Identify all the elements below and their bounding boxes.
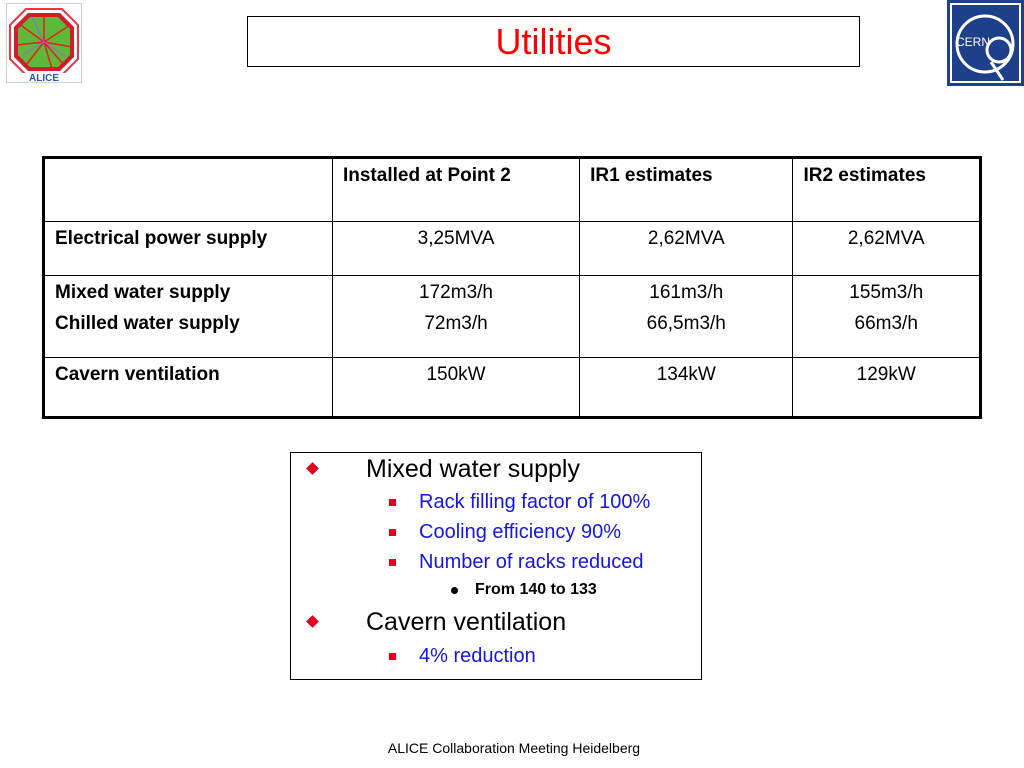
table-row bbox=[44, 358, 981, 418]
cell-installed: 3,25MVA bbox=[332, 222, 579, 276]
cell-ir1: 2,62MVA bbox=[580, 222, 793, 276]
square-bullet-icon bbox=[389, 499, 396, 506]
sub-sub-bullet-text: From 140 to 133 bbox=[475, 581, 597, 598]
square-bullet-icon bbox=[389, 529, 396, 536]
row-label-chilled-water: Chilled water supply bbox=[55, 313, 240, 334]
dot-bullet-icon bbox=[451, 587, 458, 594]
cell-mixed-ir2: 155m3/h bbox=[849, 282, 924, 303]
utilities-table bbox=[42, 156, 982, 419]
cell-ir1: 134kW bbox=[580, 358, 793, 418]
cell-installed: 150kW bbox=[332, 358, 579, 418]
table-row bbox=[44, 222, 981, 276]
square-bullet-icon bbox=[389, 559, 396, 566]
cell-ir2 bbox=[793, 276, 981, 358]
bullet-text: Cavern ventilation bbox=[366, 608, 567, 636]
cern-logo bbox=[947, 0, 1024, 86]
sub-bullet-text: 4% reduction bbox=[419, 645, 536, 667]
svg-text:CERN: CERN bbox=[955, 35, 991, 49]
diamond-bullet-icon bbox=[306, 615, 319, 628]
footer-text: ALICE Collaboration Meeting Heidelberg bbox=[387, 740, 641, 756]
svg-text:ALICE: ALICE bbox=[29, 73, 59, 83]
alice-logo bbox=[6, 3, 82, 83]
cell-mixed-installed: 172m3/h bbox=[419, 282, 493, 303]
bullet-box bbox=[290, 452, 702, 680]
cell-ir2: 2,62MVA bbox=[793, 222, 981, 276]
row-label-mixed-water: Mixed water supply bbox=[55, 282, 231, 303]
table-row bbox=[44, 276, 981, 358]
cell-chilled-ir1: 66,5m3/h bbox=[646, 313, 726, 334]
cell-chilled-installed: 72m3/h bbox=[424, 313, 488, 334]
diamond-bullet-icon bbox=[306, 462, 319, 475]
square-bullet-icon bbox=[389, 653, 396, 660]
sub-bullet-text: Cooling efficiency 90% bbox=[419, 521, 621, 543]
table-header-empty bbox=[44, 158, 333, 222]
row-label-electrical: Electrical power supply bbox=[44, 222, 333, 276]
cell-chilled-ir2: 66m3/h bbox=[854, 313, 918, 334]
row-label-ventilation: Cavern ventilation bbox=[44, 358, 333, 418]
cell-ir1 bbox=[580, 276, 793, 358]
sub-bullet-text: Rack filling factor of 100% bbox=[419, 491, 651, 513]
bullet-text: Mixed water supply bbox=[366, 455, 580, 483]
table-header-ir2: IR2 estimates bbox=[793, 158, 981, 222]
sub-bullet-text: Number of racks reduced bbox=[419, 551, 644, 573]
page-title: Utilities bbox=[495, 20, 612, 62]
table-header-row bbox=[44, 158, 981, 222]
table-header-installed: Installed at Point 2 bbox=[332, 158, 579, 222]
row-label-water bbox=[44, 276, 333, 358]
cell-installed bbox=[332, 276, 579, 358]
cell-mixed-ir1: 161m3/h bbox=[649, 282, 724, 303]
title-box bbox=[247, 16, 860, 67]
table-header-ir1: IR1 estimates bbox=[580, 158, 793, 222]
cell-ir2: 129kW bbox=[793, 358, 981, 418]
